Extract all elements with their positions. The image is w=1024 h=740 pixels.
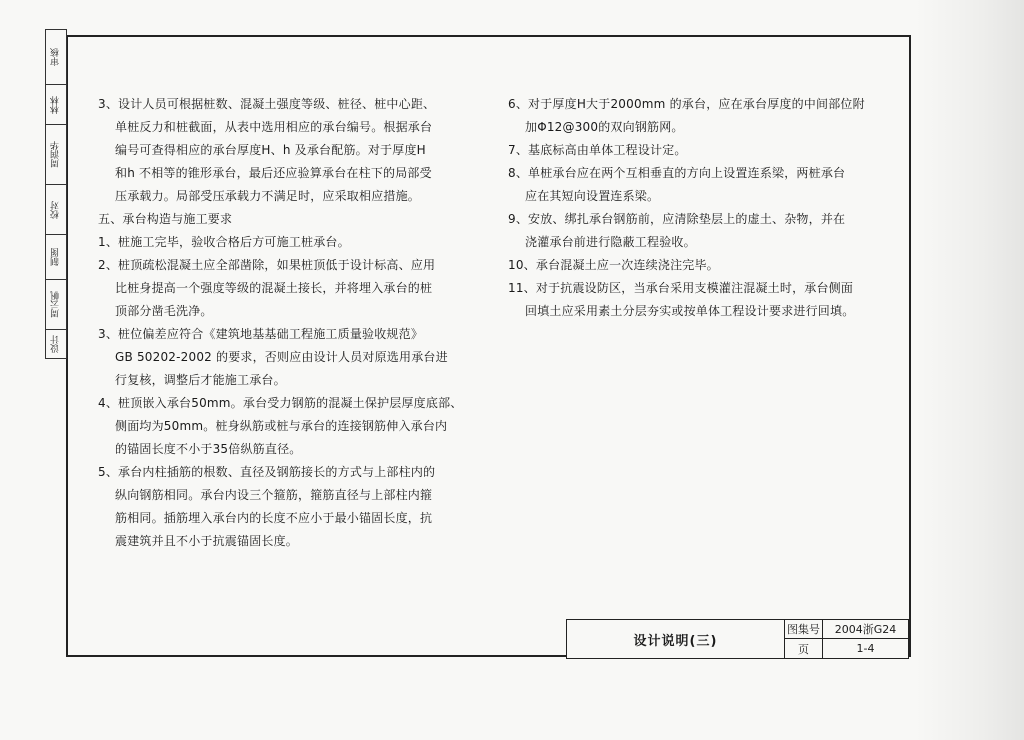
signature-cell-text: 制图	[51, 248, 61, 266]
notes-left-column	[98, 93, 490, 553]
notes-right-column	[508, 93, 903, 323]
note-line: 比桩身提高一个强度等级的混凝土接长，并将埋入承台的桩	[115, 281, 433, 295]
note-line: 浇灌承台前进行隐蔽工程验收。	[525, 235, 696, 249]
note-line: 2、桩顶疏松混凝土应全部凿除，如果桩顶低于设计标高、应用	[98, 258, 436, 272]
signature-cell	[46, 185, 66, 235]
note-line: 行复核，调整后才能施工承台。	[115, 373, 286, 387]
note-line: 的锚固长度不小于35倍纵筋直径。	[115, 442, 302, 456]
signature-cell	[46, 85, 66, 125]
signature-cell-text: 校对	[51, 200, 61, 219]
title-block	[566, 619, 909, 659]
note-line: 应在其短向设置连系梁。	[525, 189, 660, 203]
note-line: 压承载力。局部受压承载力不满足时，应采取相应措施。	[115, 189, 421, 203]
note-line: 筋相同。插筋埋入承台内的长度不应小于最小锚固长度，抗	[115, 511, 433, 525]
signature-cell	[46, 330, 66, 358]
note-line: 回填土应采用素土分层夯实或按单体工程设计要求进行回填。	[525, 304, 855, 318]
note-line: 7、基底标高由单体工程设计定。	[508, 143, 687, 157]
signature-cell-text: 设计	[51, 335, 61, 353]
page-label: 页	[785, 639, 823, 658]
note-line: 震建筑并且不小于抗震锚固长度。	[115, 534, 299, 548]
note-line: 编号可查得相应的承台厚度H、h 及承台配筋。对于厚度H	[115, 143, 426, 157]
note-line: 1、桩施工完毕，验收合格后方可施工桩承台。	[98, 235, 350, 249]
note-line: 加Φ12@300的双向钢筋网。	[525, 120, 684, 134]
note-line: 9、安放、绑扎承台钢筋前，应清除垫层上的虚土、杂物，并在	[508, 212, 846, 226]
signature-cell	[46, 125, 66, 185]
signature-cell-text: 周云帆	[51, 291, 61, 318]
note-line: 3、设计人员可根据桩数、混凝土强度等级、桩径、桩中心距、	[98, 97, 436, 111]
note-line: 单桩反力和桩截面，从表中选用相应的承台编号。根据承台	[115, 120, 433, 134]
note-line: 和h 不相等的锥形承台，最后还应验算承台在柱下的局部受	[115, 166, 432, 180]
signature-cell-text: 林林	[51, 95, 61, 114]
page-value: 1-4	[856, 642, 875, 655]
section-heading: 五、承台构造与施工要求	[98, 212, 233, 226]
page-edge-shadow	[914, 0, 1024, 740]
signature-cell	[46, 235, 66, 280]
signature-cell	[46, 280, 66, 330]
signature-cell-text: 周润华	[51, 141, 61, 168]
note-line: 11、对于抗震设防区，当承台采用支模灌注混凝土时，承台侧面	[508, 281, 854, 295]
note-line: 6、对于厚度H大于2000mm 的承台，应在承台厚度的中间部位附	[508, 97, 865, 111]
note-line: 5、承台内柱插筋的根数、直径及钢筋接长的方式与上部柱内的	[98, 465, 436, 479]
note-line: 8、单桩承台应在两个互相垂直的方向上设置连系梁，两桩承台	[508, 166, 846, 180]
signature-cell-text: 审核	[51, 48, 61, 66]
note-line: 侧面均为50mm。桩身纵筋或桩与承台的连接钢筋伸入承台内	[115, 419, 448, 433]
note-line: 10、承台混凝土应一次连续浇注完毕。	[508, 258, 719, 272]
note-line: 顶部分凿毛洗净。	[115, 304, 213, 318]
note-line: 纵向钢筋相同。承台内设三个箍筋，箍筋直径与上部柱内箍	[115, 488, 433, 502]
note-line: 3、桩位偏差应符合《建筑地基基础工程施工质量验收规范》	[98, 327, 424, 341]
drawing-title: 设计说明(三)	[567, 620, 785, 658]
signature-cell	[46, 30, 66, 85]
note-line: GB 50202-2002 的要求，否则应由设计人员对原选用承台进	[115, 350, 448, 364]
signature-strip	[45, 29, 67, 359]
note-line: 4、桩顶嵌入承台50mm。承台受力钢筋的混凝土保护层厚度底部、	[98, 396, 463, 410]
atlas-number-value: 2004浙G24	[823, 620, 908, 639]
atlas-number-label: 图集号	[785, 620, 823, 639]
